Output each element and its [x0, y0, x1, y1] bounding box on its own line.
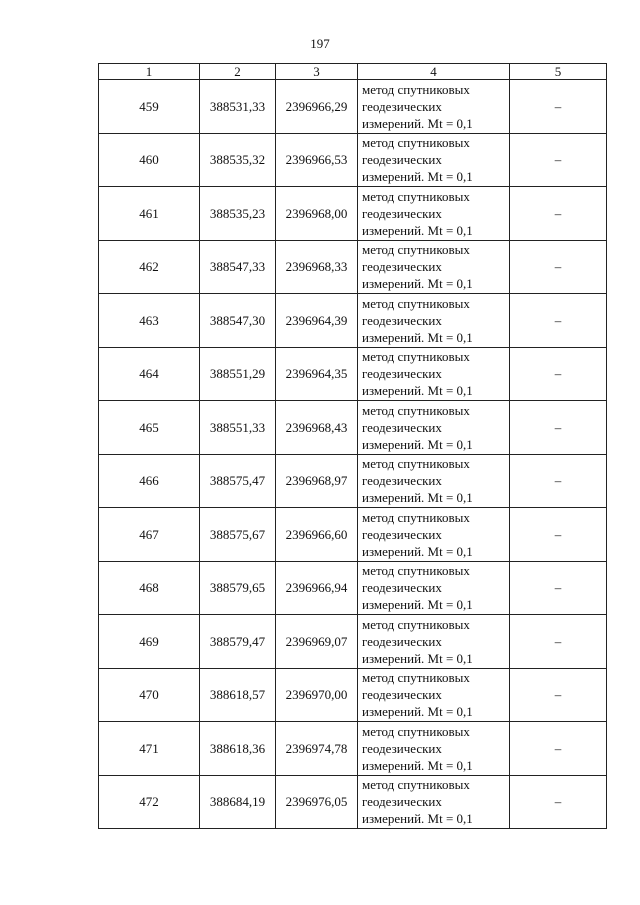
extra-cell: –	[510, 187, 607, 241]
method-line-2: геодезических	[362, 98, 442, 114]
method-line-2: геодезических	[362, 205, 442, 221]
point-number: 471	[99, 722, 200, 776]
table-row	[99, 668, 607, 722]
method-line-2: геодезических	[362, 366, 442, 382]
method-cell	[358, 401, 510, 455]
point-number: 459	[99, 80, 200, 134]
extra-cell: –	[510, 133, 607, 187]
coord-y: 2396966,94	[276, 561, 358, 615]
coord-x: 388535,32	[200, 133, 276, 187]
table-row	[99, 508, 607, 562]
point-number: 470	[99, 668, 200, 722]
method-line-1: метод спутниковых	[362, 349, 470, 365]
method-line-1: метод спутниковых	[362, 135, 470, 151]
method-cell	[358, 347, 510, 401]
coord-y: 2396970,00	[276, 668, 358, 722]
header-col-5: 5	[510, 64, 607, 80]
method-cell	[358, 561, 510, 615]
table-row	[99, 294, 607, 348]
method-cell	[358, 722, 510, 776]
method-line-2: геодезических	[362, 687, 442, 703]
table-row	[99, 240, 607, 294]
method-line-3: измерений. Mt = 0,1	[362, 490, 473, 506]
method-line-1: метод спутниковых	[362, 509, 470, 525]
method-line-2: геодезических	[362, 473, 442, 489]
coord-x: 388684,19	[200, 775, 276, 829]
method-line-1: метод спутниковых	[362, 723, 470, 739]
method-line-3: измерений. Mt = 0,1	[362, 543, 473, 559]
extra-cell: –	[510, 775, 607, 829]
extra-cell: –	[510, 722, 607, 776]
point-number: 469	[99, 615, 200, 669]
coord-y: 2396964,35	[276, 347, 358, 401]
method-cell	[358, 187, 510, 241]
coord-x: 388551,33	[200, 401, 276, 455]
method-line-3: измерений. Mt = 0,1	[362, 436, 473, 452]
method-line-2: геодезических	[362, 259, 442, 275]
coord-x: 388575,47	[200, 454, 276, 508]
extra-cell: –	[510, 240, 607, 294]
method-line-3: измерений. Mt = 0,1	[362, 276, 473, 292]
method-line-2: геодезических	[362, 312, 442, 328]
header-row	[99, 64, 607, 80]
page-number: 197	[310, 36, 330, 51]
coord-y: 2396966,29	[276, 80, 358, 134]
coord-y: 2396966,53	[276, 133, 358, 187]
coord-x: 388551,29	[200, 347, 276, 401]
method-cell	[358, 775, 510, 829]
method-line-3: измерений. Mt = 0,1	[362, 329, 473, 345]
extra-cell: –	[510, 668, 607, 722]
method-cell	[358, 80, 510, 134]
table-row	[99, 775, 607, 829]
extra-cell: –	[510, 454, 607, 508]
method-cell	[358, 133, 510, 187]
method-line-2: геодезических	[362, 740, 442, 756]
point-number: 462	[99, 240, 200, 294]
point-number: 465	[99, 401, 200, 455]
method-line-2: геодезических	[362, 526, 442, 542]
coord-x: 388618,36	[200, 722, 276, 776]
coordinates-table	[98, 63, 607, 829]
method-line-1: метод спутниковых	[362, 402, 470, 418]
coord-x: 388535,23	[200, 187, 276, 241]
method-line-1: метод спутниковых	[362, 563, 470, 579]
coord-y: 2396968,97	[276, 454, 358, 508]
method-cell	[358, 615, 510, 669]
method-line-2: геодезических	[362, 152, 442, 168]
method-line-3: измерений. Mt = 0,1	[362, 115, 473, 131]
table-row	[99, 347, 607, 401]
method-line-3: измерений. Mt = 0,1	[362, 650, 473, 666]
table-header	[99, 64, 607, 80]
method-line-2: геодезических	[362, 794, 442, 810]
coord-x: 388547,30	[200, 294, 276, 348]
header-col-4: 4	[358, 64, 510, 80]
extra-cell: –	[510, 401, 607, 455]
method-line-2: геодезических	[362, 419, 442, 435]
method-cell	[358, 508, 510, 562]
method-line-2: геодезических	[362, 580, 442, 596]
coord-y: 2396974,78	[276, 722, 358, 776]
point-number: 464	[99, 347, 200, 401]
method-line-3: измерений. Mt = 0,1	[362, 757, 473, 773]
coord-y: 2396969,07	[276, 615, 358, 669]
method-line-3: измерений. Mt = 0,1	[362, 222, 473, 238]
method-line-2: геодезических	[362, 633, 442, 649]
table-row	[99, 722, 607, 776]
method-line-1: метод спутниковых	[362, 295, 470, 311]
table-row	[99, 615, 607, 669]
method-line-1: метод спутниковых	[362, 188, 470, 204]
table-row	[99, 454, 607, 508]
method-line-1: метод спутниковых	[362, 456, 470, 472]
header-col-2: 2	[200, 64, 276, 80]
extra-cell: –	[510, 80, 607, 134]
coord-x: 388579,47	[200, 615, 276, 669]
method-line-3: измерений. Mt = 0,1	[362, 811, 473, 827]
method-line-1: метод спутниковых	[362, 242, 470, 258]
table-row	[99, 401, 607, 455]
table-row	[99, 187, 607, 241]
coord-x: 388618,57	[200, 668, 276, 722]
point-number: 461	[99, 187, 200, 241]
header-col-3: 3	[276, 64, 358, 80]
header-col-1: 1	[99, 64, 200, 80]
coord-y: 2396964,39	[276, 294, 358, 348]
table-row	[99, 561, 607, 615]
method-line-1: метод спутниковых	[362, 670, 470, 686]
table-row	[99, 133, 607, 187]
method-line-3: измерений. Mt = 0,1	[362, 704, 473, 720]
table-body	[99, 80, 607, 829]
coord-x: 388547,33	[200, 240, 276, 294]
extra-cell: –	[510, 294, 607, 348]
point-number: 467	[99, 508, 200, 562]
point-number: 466	[99, 454, 200, 508]
method-line-1: метод спутниковых	[362, 616, 470, 632]
extra-cell: –	[510, 615, 607, 669]
extra-cell: –	[510, 508, 607, 562]
method-cell	[358, 240, 510, 294]
coord-y: 2396968,33	[276, 240, 358, 294]
coord-x: 388531,33	[200, 80, 276, 134]
method-line-1: метод спутниковых	[362, 81, 470, 97]
coord-y: 2396968,00	[276, 187, 358, 241]
method-line-3: измерений. Mt = 0,1	[362, 383, 473, 399]
coord-y: 2396966,60	[276, 508, 358, 562]
method-cell	[358, 294, 510, 348]
method-line-3: измерений. Mt = 0,1	[362, 169, 473, 185]
coord-y: 2396968,43	[276, 401, 358, 455]
coord-x: 388575,67	[200, 508, 276, 562]
method-cell	[358, 454, 510, 508]
table-row	[99, 80, 607, 134]
extra-cell: –	[510, 561, 607, 615]
point-number: 463	[99, 294, 200, 348]
coord-y: 2396976,05	[276, 775, 358, 829]
point-number: 468	[99, 561, 200, 615]
method-cell	[358, 668, 510, 722]
point-number: 472	[99, 775, 200, 829]
point-number: 460	[99, 133, 200, 187]
method-line-1: метод спутниковых	[362, 777, 470, 793]
method-line-3: измерений. Mt = 0,1	[362, 597, 473, 613]
coord-x: 388579,65	[200, 561, 276, 615]
extra-cell: –	[510, 347, 607, 401]
